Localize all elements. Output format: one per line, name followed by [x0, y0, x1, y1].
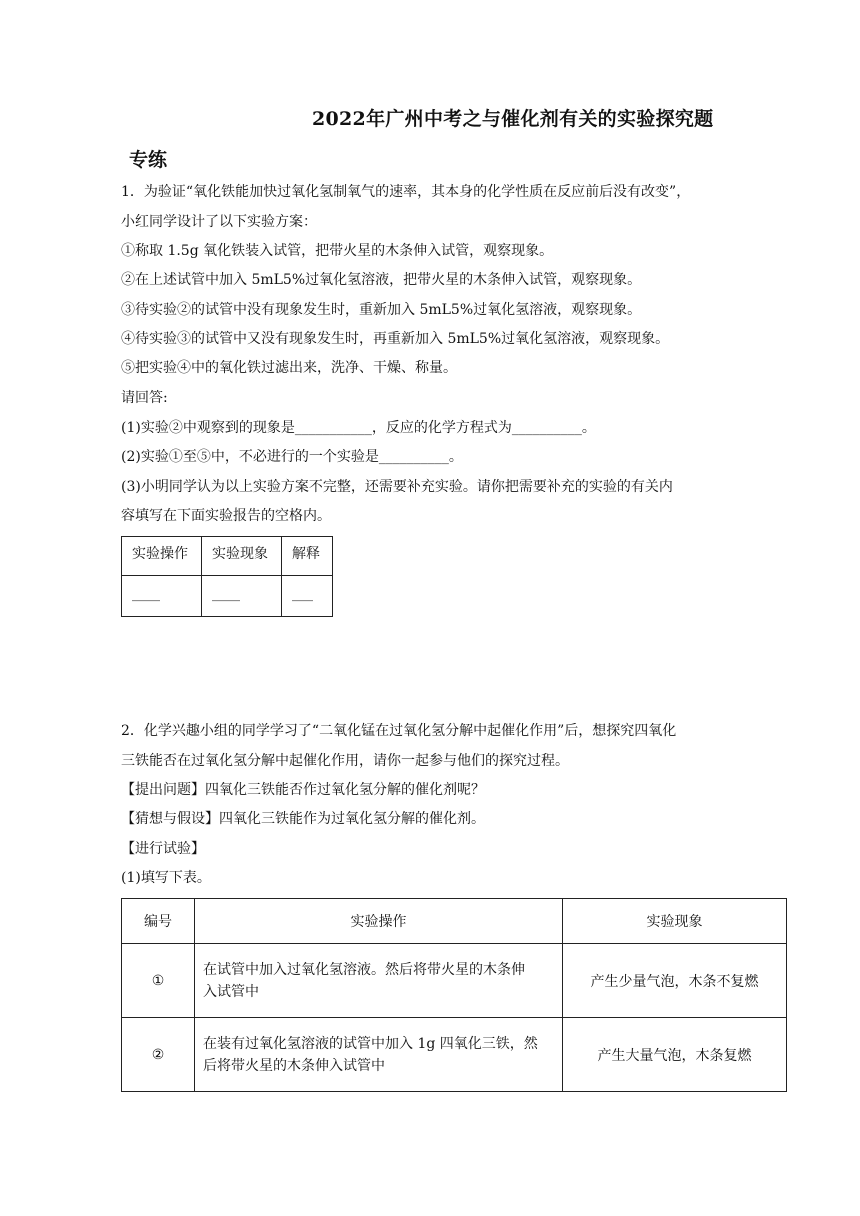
- q2-experiment-table: [121, 898, 787, 1092]
- operation-line: 在试管中加入过氧化氢溶液。然后将带火星的木条伸: [203, 961, 525, 978]
- q1-line: ①称取 1.5g 氧化铁装入试管，把带火星的木条伸入试管，观察现象。: [121, 243, 554, 259]
- q1-line: 1．为验证“氧化铁能加快过氧化氢制氧气的速率，其本身的化学性质在反应前后没有改变”，: [121, 184, 691, 200]
- q1-question-2: (2)实验①至⑤中，不必进行的一个实验是__________。: [121, 449, 463, 465]
- blank-cell[interactable]: ____: [122, 576, 202, 617]
- q1-line: ②在上述试管中加入 5mL5%过氧化氢溶液，把带火星的木条伸入试管，观察现象。: [121, 272, 642, 288]
- operation-line: 后将带火星的木条伸入试管中: [203, 1057, 385, 1074]
- table-row: [122, 1018, 787, 1092]
- q1-line: ③待实验②的试管中没有现象发生时，重新加入 5mL5%过氧化氢溶液，观察现象。: [121, 302, 642, 318]
- table-header: 实验现象: [563, 899, 787, 944]
- blank-cell[interactable]: ___: [282, 576, 333, 617]
- q1-line: 请回答:: [121, 390, 168, 406]
- q2-line: 2．化学兴趣小组的同学学习了“二氧化锰在过氧化氢分解中起催化作用”后，想探究四氧化: [121, 723, 677, 739]
- q1-line: ⑤把实验④中的氧化铁过滤出来，洗净、干燥、称量。: [121, 360, 457, 376]
- q2-hypothesis: 【猜想与假设】四氧化三铁能作为过氧化氢分解的催化剂。: [121, 811, 485, 827]
- document-title: 2022年广州中考之与催化剂有关的实验探究题: [312, 108, 714, 130]
- q2-experiment-heading: 【进行试验】: [121, 841, 205, 857]
- operation-line: 入试管中: [203, 983, 259, 1000]
- q1-line: 小红同学设计了以下实验方案：: [121, 214, 317, 230]
- table-header: 编号: [122, 899, 195, 944]
- phenomenon-cell: 产生大量气泡，木条复燃: [563, 1018, 787, 1092]
- q1-line: 容填写在下面实验报告的空格内。: [121, 508, 331, 524]
- q1-report-table: [121, 536, 333, 617]
- q1-line: ④待实验③的试管中又没有现象发生时，再重新加入 5mL5%过氧化氢溶液，观察现象。: [121, 331, 670, 347]
- operation-cell: [195, 944, 563, 1018]
- operation-cell: [195, 1018, 563, 1092]
- q2-problem: 【提出问题】四氧化三铁能否作过氧化氢分解的催化剂呢？: [121, 782, 485, 798]
- document-subtitle: 专练: [129, 149, 168, 171]
- q2-instruction: (1)填写下表。: [121, 870, 211, 886]
- table-header: 解释: [282, 537, 333, 576]
- operation-line: 在装有过氧化氢溶液的试管中加入 1g 四氧化三铁，然: [203, 1035, 538, 1052]
- table-header: 实验操作: [195, 899, 563, 944]
- q1-question-1: (1)实验②中观察到的现象是___________，反应的化学方程式为__________。: [121, 420, 596, 436]
- phenomenon-cell: 产生少量气泡，木条不复燃: [563, 944, 787, 1018]
- table-header: 实验操作: [122, 537, 202, 576]
- q2-line: 三铁能否在过氧化氢分解中起催化作用，请你一起参与他们的探究过程。: [121, 753, 569, 769]
- row-number: ①: [122, 944, 195, 1018]
- q1-question-3: (3)小明同学认为以上实验方案不完整，还需要补充实验。请你把需要补充的实验的有关内: [121, 479, 673, 495]
- table-row: [122, 944, 787, 1018]
- blank-cell[interactable]: ____: [202, 576, 282, 617]
- row-number: ②: [122, 1018, 195, 1092]
- table-header: 实验现象: [202, 537, 282, 576]
